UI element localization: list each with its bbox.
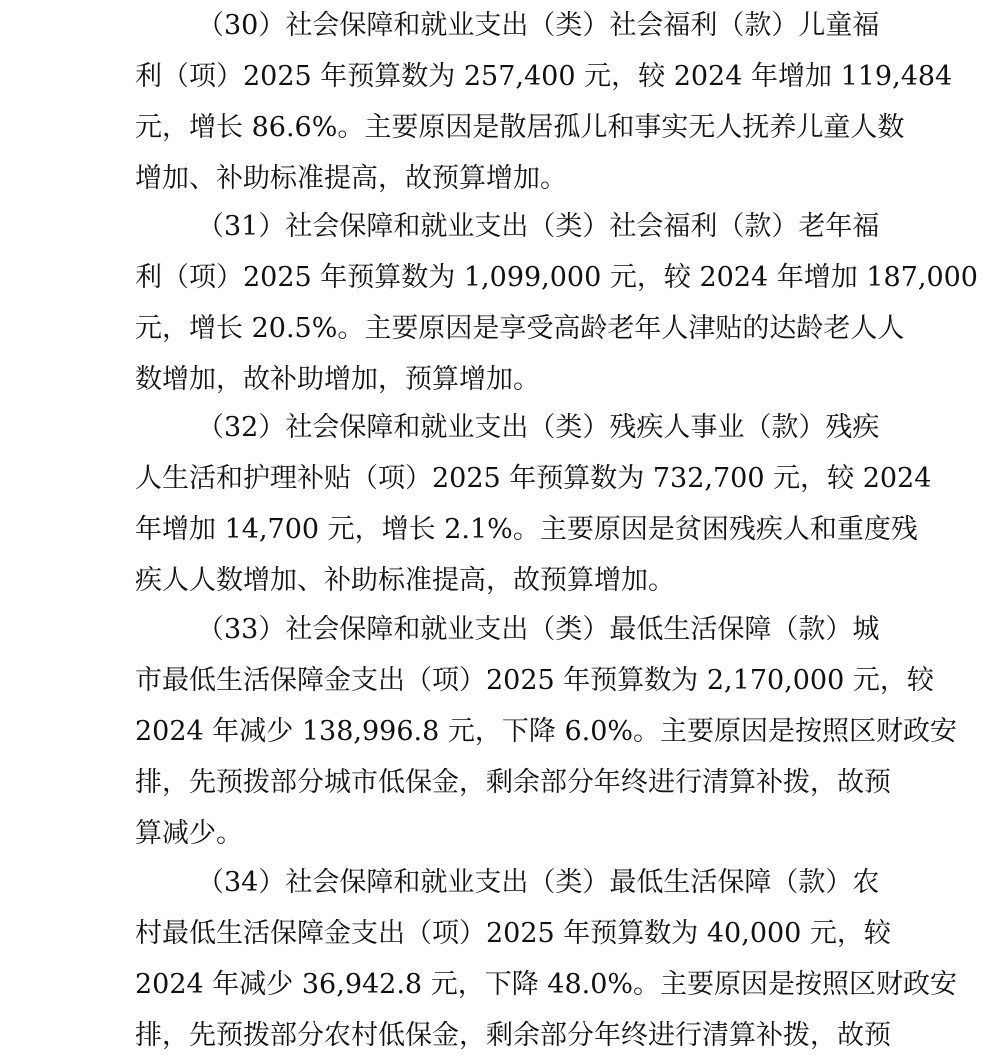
text-line: 排，先预拨部分城市低保金，剩余部分年终进行清算补拨，故预 xyxy=(135,767,891,798)
text-line: 增加、补助标准提高，故预算增加。 xyxy=(135,163,567,194)
text-line: 市最低生活保障金支出（项）2025 年预算数为 2,170,000 元，较 xyxy=(135,665,934,696)
text-line: 利（项）2025 年预算数为 257,400 元，较 2024 年增加 119,484 xyxy=(135,61,953,92)
text-line: 元，增长 86.6%。主要原因是散居孤儿和事实无人抚养儿童人数 xyxy=(135,112,905,143)
text-line: （30）社会保障和就业支出（类）社会福利（款）儿童福 xyxy=(197,10,880,41)
text-line: （34）社会保障和就业支出（类）最低生活保障（款）农 xyxy=(197,867,880,898)
text-line: 算减少。 xyxy=(135,818,243,849)
text-line: 排，先预拨部分农村低保金，剩余部分年终进行清算补拨，故预 xyxy=(135,1020,891,1051)
text-line: 人生活和护理补贴（项）2025 年预算数为 732,700 元，较 2024 xyxy=(135,463,932,494)
text-line: 2024 年减少 138,996.8 元，下降 6.0%。主要原因是按照区财政安 xyxy=(135,716,958,747)
text-line: （33）社会保障和就业支出（类）最低生活保障（款）城 xyxy=(197,614,880,645)
text-line: （31）社会保障和就业支出（类）社会福利（款）老年福 xyxy=(197,211,880,242)
text-line: 利（项）2025 年预算数为 1,099,000 元，较 2024 年增加 187,000 xyxy=(135,262,978,293)
text-line: 元，增长 20.5%。主要原因是享受高龄老年人津贴的达龄老人人 xyxy=(135,313,905,344)
text-line: 年增加 14,700 元，增长 2.1%。主要原因是贫困残疾人和重度残 xyxy=(135,514,918,545)
text-line: 疾人人数增加、补助标准提高，故预算增加。 xyxy=(135,565,675,596)
text-line: 2024 年减少 36,942.8 元，下降 48.0%。主要原因是按照区财政安 xyxy=(135,969,958,1000)
text-line: （32）社会保障和就业支出（类）残疾人事业（款）残疾 xyxy=(197,412,880,443)
text-line: 村最低生活保障金支出（项）2025 年预算数为 40,000 元，较 xyxy=(135,918,891,949)
text-line: 数增加，故补助增加，预算增加。 xyxy=(135,364,540,395)
